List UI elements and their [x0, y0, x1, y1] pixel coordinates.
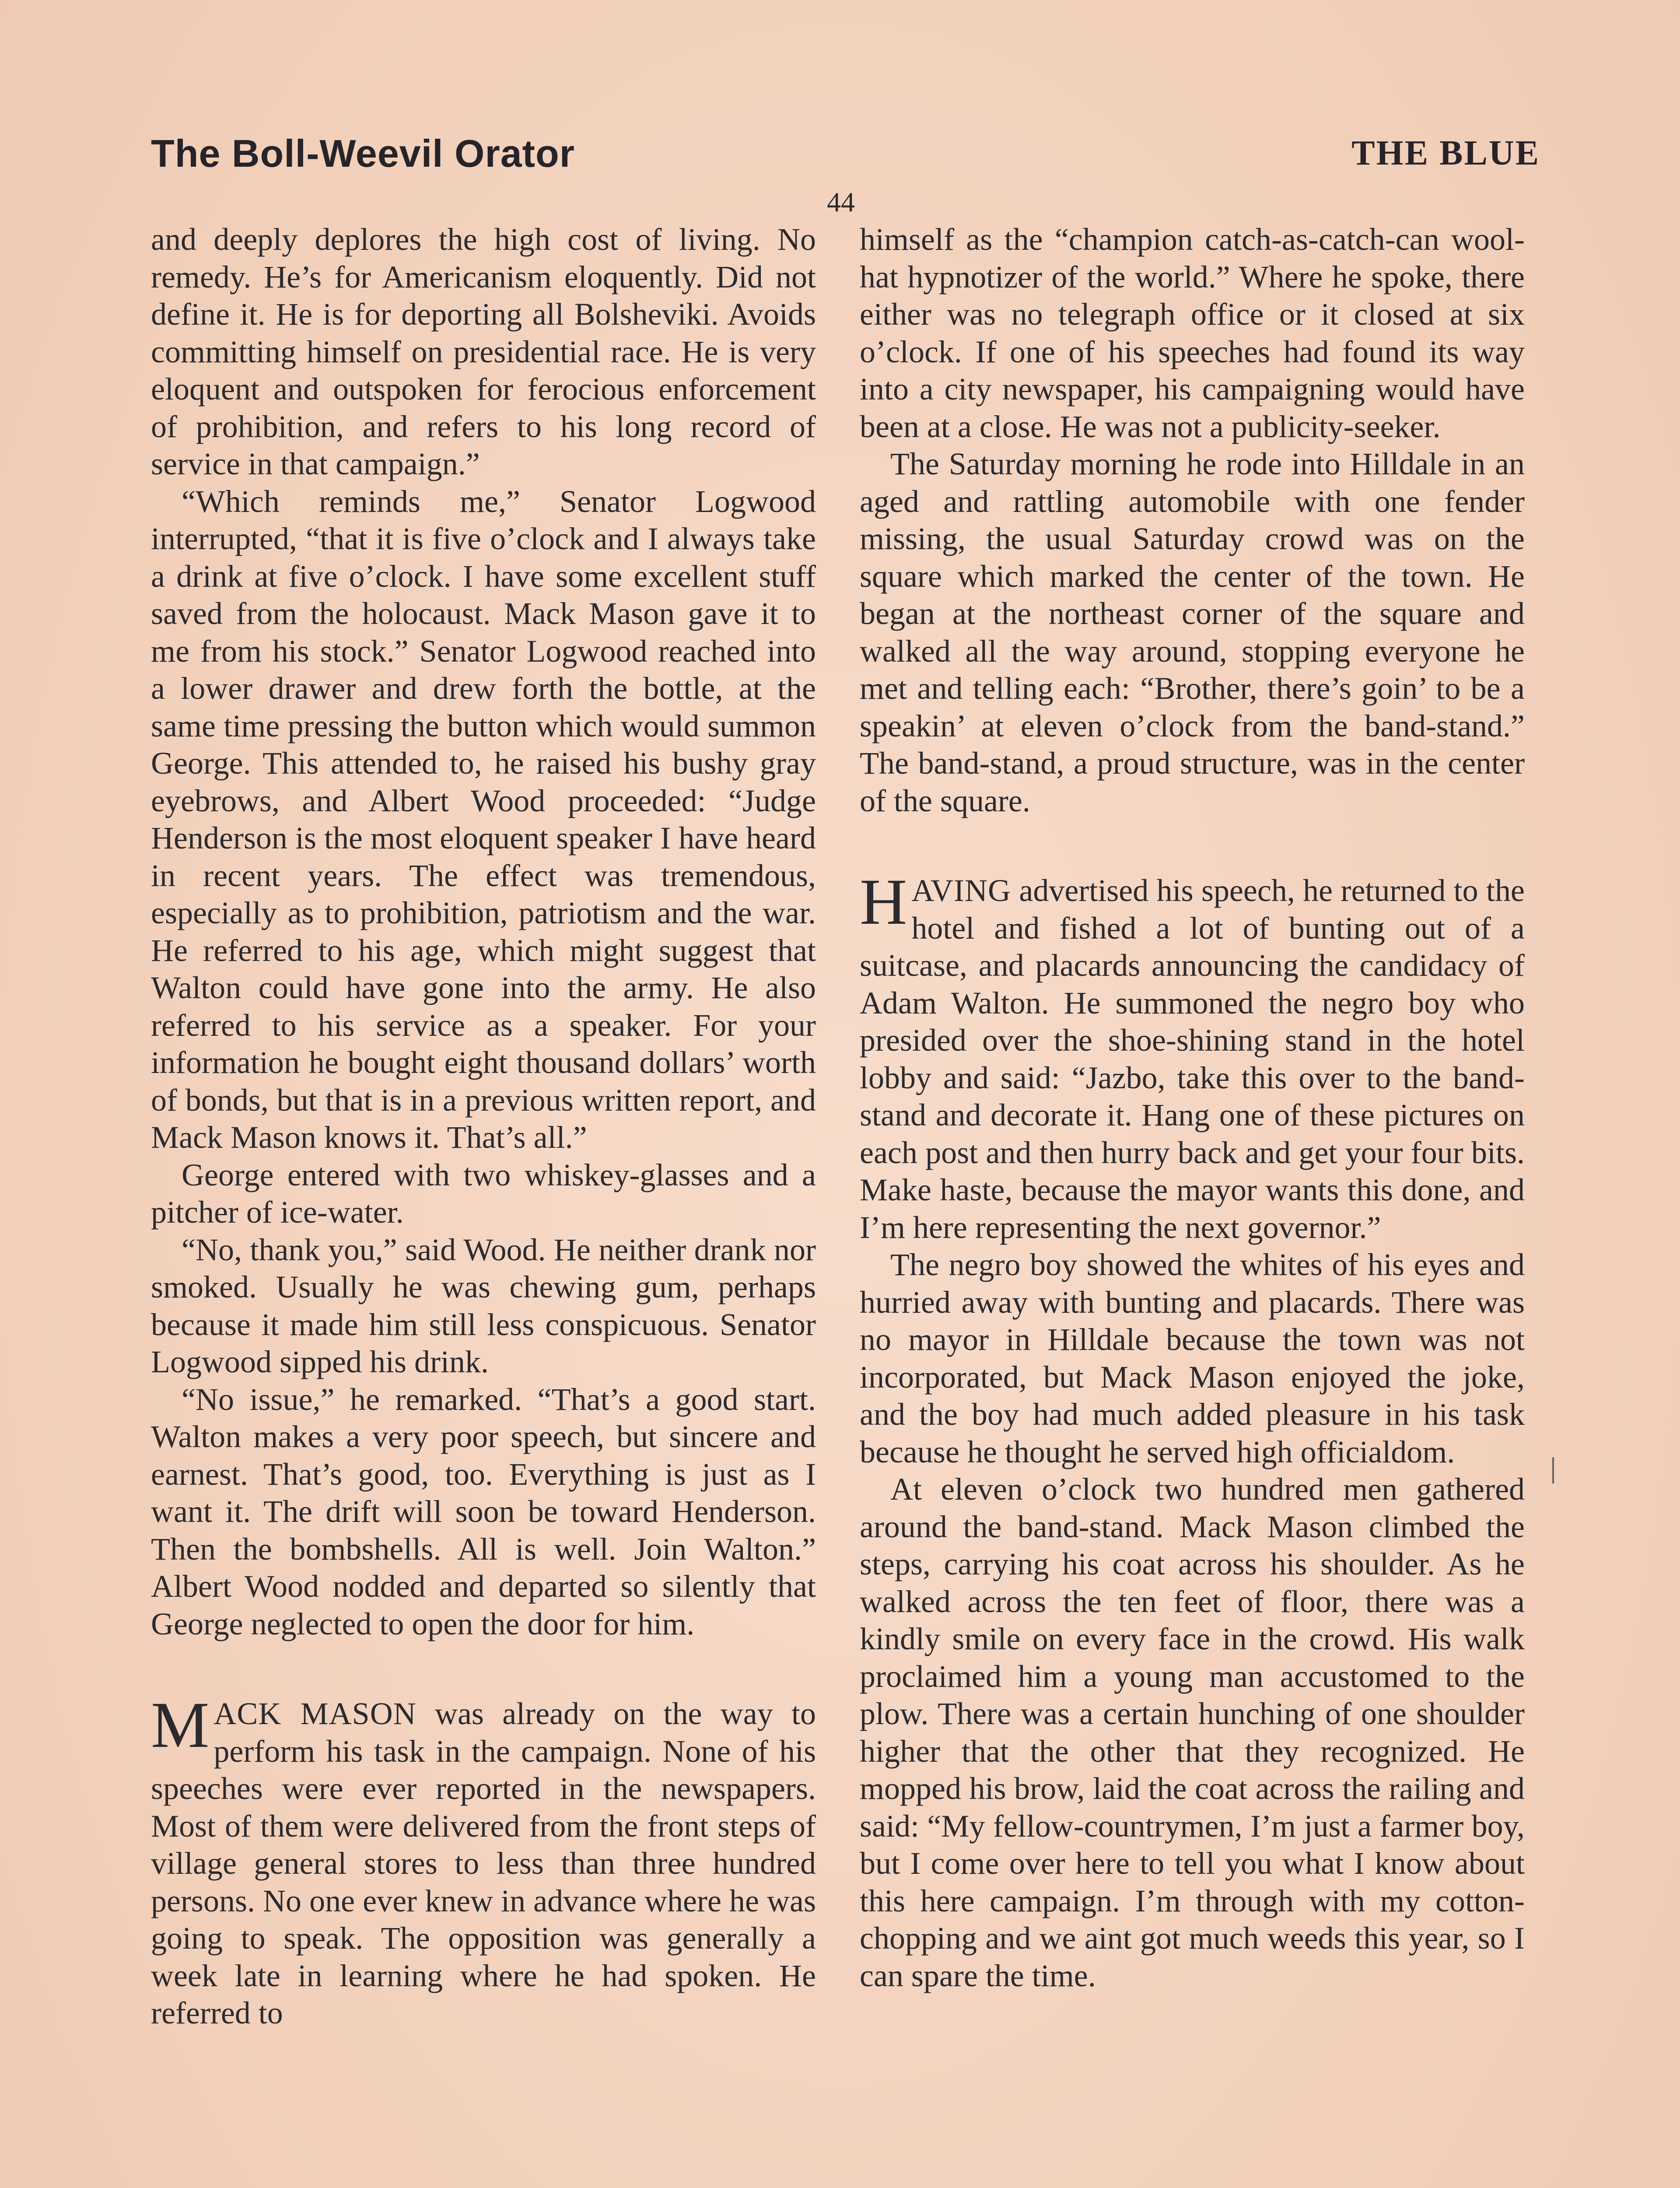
section-paragraph: [860, 866, 1525, 1246]
left-column: [151, 221, 816, 2188]
paragraph-text: was already on the way to perform his task in the campaign. None of his speeches were ever reported in the newspapers. Most of them were delivered from the front steps of village general stores to less than three hundred persons. No one ever knew in advance where he was going to speak. The opposition was generally a week late in learning where he had spoken. He referred to: [151, 1696, 816, 2030]
lead-in: AVING: [911, 873, 1012, 908]
story-title: The Boll-Weevil Orator: [151, 132, 575, 175]
page-edge-mark: [1552, 1457, 1554, 1483]
paragraph: himself as the “champion catch-as-catch-can wool-hat hypnotizer of the world.” Where he spoke, there either was no telegraph office or it closed at six o’clock. If one of his speeches had found its way into a city newspaper, his campaigning would have been at a close. He was not a publicity-seeker.: [860, 222, 1525, 444]
paragraph: George entered with two whiskey-glasses and a pitcher of ice-water.: [151, 1157, 816, 1230]
paragraph: At eleven o’clock two hundred men gathered around the band-stand. Mack Mason climbed the steps, carrying his coat across his shoulder. As he walked across the ten feet of floor, there was a kindly smile on every face in the crowd. His walk proclaimed him a young man accustomed to the plow. There was a certain hunching of one shoulder higher that the other that they recognized. He mopped his brow, laid the coat across the railing and said: “My fellow-countrymen, I’m just a farmer boy, but I come over here to tell you what I know about this here campaign. I’m through with my cotton-chopping and we aint got much weeds this year, so I can spare the time.: [860, 1472, 1525, 1993]
paragraph: The negro boy showed the whites of his eyes and hurried away with bunting and placards. There was no mayor in Hilldale because the town was not incorporated, but Mack Mason enjoyed the joke, and the boy had much added pleasure in his task because he thought he served high officialdom.: [860, 1247, 1525, 1469]
paragraph: “Which reminds me,” Senator Logwood interrupted, “that it is five o’clock and I always take a drink at five o’clock. I have some excellent stuff saved from the holocaust. Mack Mason gave it to me from his stock.” Senator Logwood reached into a lower drawer and drew forth the bottle, at the same time pressing the button which would summon George. This attended to, he raised his bushy gray eyebrows, and Albert Wood proceeded: “Judge Henderson is the most eloquent speaker I have heard in recent years. The effect was tremendous, especially as to prohibition, patriotism and the war. He referred to his age, which might suggest that Walton could have gone into the army. He also referred to his service as a speaker. For your information he bought eight thousand dollars’ worth of bonds, but that is in a previous written report, and Mack Mason knows it. That’s all.”: [151, 484, 816, 1155]
right-column: [860, 221, 1525, 2188]
paragraph: “No issue,” he remarked. “That’s a good start. Walton makes a very poor speech, but sincere and earnest. That’s good, too. Everything is just as I want it. The drift will soon be toward Henderson. Then the bombshells. All is well. Join Walton.” Albert Wood nodded and departed so silently that George neglected to open the door for him.: [151, 1382, 816, 1641]
section-paragraph: [151, 1689, 816, 2032]
paragraph: “No, thank you,” said Wood. He neither drank nor smoked. Usually he was chewing gum, perhaps because it made him still less conspicuous. Senator Logwood sipped his drink.: [151, 1232, 816, 1379]
lead-in: ACK MASON: [214, 1696, 416, 1731]
paragraph-text: advertised his speech, he returned to the hotel and fished a lot of bunting out of a suitcase, and placards announcing the candidacy of Adam Walton. He summoned the negro boy who presided over the shoe-shining stand in the hotel lobby and said: “Jazbo, take this over to the band-stand and decorate it. Hang one of these pictures on each post and then hurry back and get your four bits. Make haste, because the mayor wants this done, and I’m here representing the next governor.”: [860, 873, 1525, 1245]
magazine-name: THE BLUE: [1351, 134, 1540, 172]
drop-cap: H: [860, 866, 907, 938]
paragraph: and deeply deplores the high cost of living. No remedy. He’s for Americanism eloquently. Did not define it. He is for deporting all Bolsheviki. Avoids committing himself on presidential race. He is very eloquent and outspoken for ferocious enforcement of prohibition, and refers to his long record of service in that campaign.”: [151, 222, 816, 481]
page-number: 44: [827, 186, 855, 217]
drop-cap: M: [151, 1689, 210, 1761]
paragraph: The Saturday morning he rode into Hilldale in an aged and rattling automobile with one fender missing, the usual Saturday crowd was on the square which marked the center of the town. He began at the northeast corner of the square and walked all the way around, stopping everyone he met and telling each: “Brother, there’s goin’ to be a speakin’ at eleven o’clock from the band-stand.” The band-stand, a proud structure, was in the center of the square.: [860, 446, 1525, 818]
